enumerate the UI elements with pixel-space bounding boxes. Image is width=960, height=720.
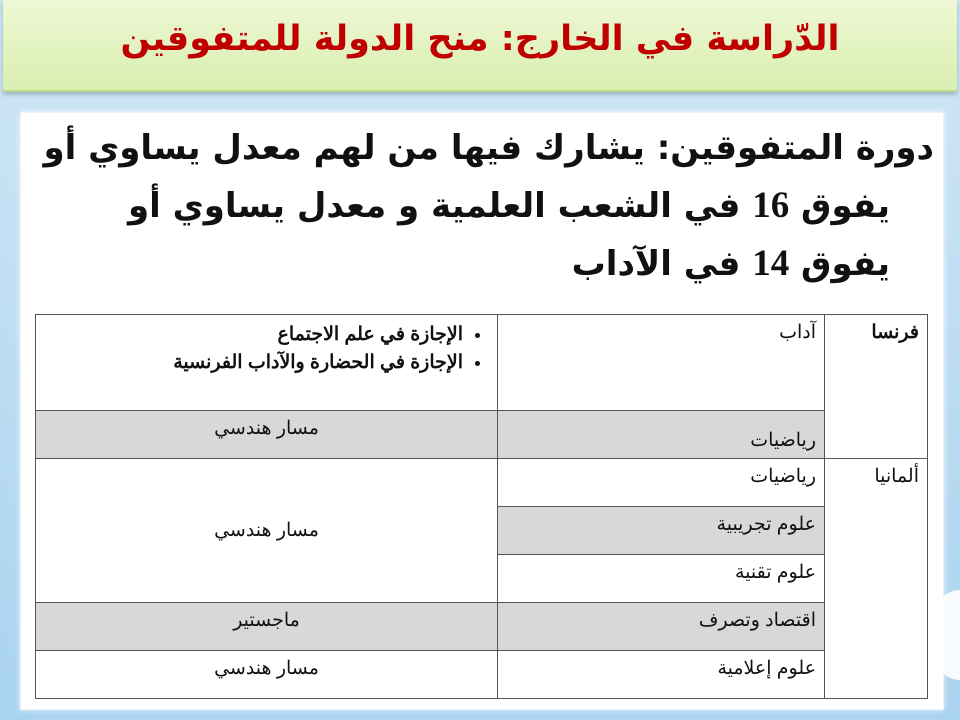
- country-cell-france: فرنسا: [825, 315, 928, 459]
- table-row: [36, 411, 928, 459]
- intro-line-2-suffix: في الشعب العلمية و معدل يساوي أو: [127, 186, 753, 226]
- table-row: [36, 651, 928, 699]
- country-cell-germany: ألمانيا: [825, 459, 928, 699]
- intro-line-3: [34, 235, 934, 293]
- path-cell: مسار هندسي: [36, 459, 498, 603]
- intro-line-2-prefix: يفوق: [789, 186, 890, 226]
- table-row: [36, 459, 928, 507]
- field-cell: علوم تقنية: [498, 555, 825, 603]
- intro-line-3-suffix: في الآداب: [571, 244, 753, 284]
- table-row: [36, 603, 928, 651]
- threshold-arts: 14: [752, 243, 790, 284]
- field-cell: آداب: [498, 315, 825, 411]
- path-cell: مسار هندسي: [36, 411, 498, 459]
- field-cell: علوم تجريبية: [498, 507, 825, 555]
- programs-cell: [36, 315, 498, 411]
- decorative-edge-shape: [936, 590, 960, 680]
- field-cell: اقتصاد وتصرف: [498, 603, 825, 651]
- program-list: [44, 321, 489, 377]
- field-cell: علوم إعلامية: [498, 651, 825, 699]
- title-banner: [3, 0, 957, 92]
- slide-title: الدّراسة في الخارج: منح الدولة للمتفوقين: [120, 19, 840, 59]
- list-item: • الإجازة في علم الاجتماع: [44, 321, 463, 349]
- path-cell: مسار هندسي: [36, 651, 498, 699]
- intro-line-3-prefix: يفوق: [789, 244, 890, 284]
- table-row: [36, 315, 928, 411]
- intro-line-2: [34, 177, 934, 235]
- intro-text: [34, 120, 934, 293]
- scholarship-table: [35, 314, 928, 699]
- path-cell: ماجستير: [36, 603, 498, 651]
- field-cell: رياضيات: [498, 459, 825, 507]
- list-item: • الإجازة في الحضارة والآداب الفرنسية: [44, 349, 463, 377]
- field-cell: رياضيات: [498, 411, 825, 459]
- intro-line-1: دورة المتفوقين: يشارك فيها من لهم معدل يساوي أو: [43, 128, 934, 168]
- threshold-science: 16: [752, 185, 790, 226]
